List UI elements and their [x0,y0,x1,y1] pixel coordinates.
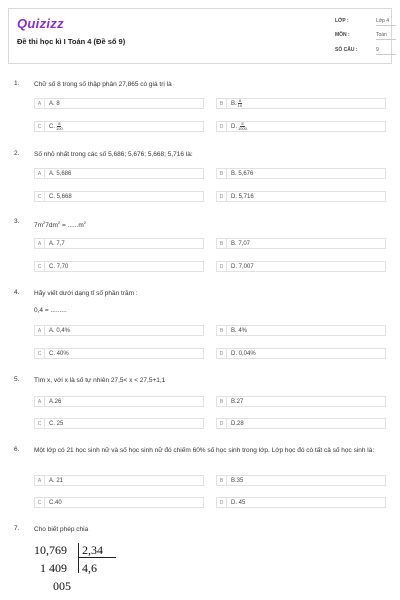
question-number: 3. [14,218,20,225]
option-text: A. 8 [49,100,60,107]
option-letter: B [217,239,227,248]
option-c[interactable] [34,348,204,359]
fraction-denominator: 100 [56,126,63,131]
final-remainder: 005 [53,579,71,593]
option-c[interactable] [34,261,204,272]
option-text: A. 5,686 [49,170,72,177]
text-part: 7dm [45,222,58,230]
option-text: C. 40% [49,350,69,357]
question-text: Chữ số 8 trong số thập phân 27,865 có giá trị là [34,81,172,88]
option-a[interactable] [34,168,204,179]
option-text: A. 0,4% [49,327,71,334]
option-letter: C [35,262,45,271]
option-b[interactable] [216,325,386,336]
question-number: 4. [14,289,20,296]
option-a[interactable] [34,98,204,109]
worksheet-header [8,8,392,64]
question-number: 1. [14,80,20,87]
fraction-numerator: 8 [238,98,242,103]
option-a[interactable] [34,475,204,486]
division-horizontal-line [78,557,116,558]
option-b[interactable] [216,168,386,179]
option-letter: D [217,498,227,507]
subject-value: Toán [376,32,396,40]
option-text: D.28 [231,420,244,427]
option-letter: C [35,122,45,131]
option-letter: B [217,326,227,335]
divisor: 2,34 [82,543,103,557]
option-letter: C [35,498,45,507]
option-letter: B [217,169,227,178]
option-b[interactable] [216,98,386,109]
option-letter: A [35,169,45,178]
option-d[interactable] [216,121,386,132]
text-part: = ......m [60,222,84,230]
option-a[interactable] [34,238,204,249]
question-text: Cho biết phép chia [34,526,89,533]
dividend: 10,769 [34,543,67,557]
partial-remainder: 1 409 [40,561,67,575]
option-text: C. [49,123,55,130]
superscript: 2 [43,220,46,225]
long-division [34,542,124,598]
option-letter: D [217,262,227,271]
fraction-numerator: 8 [58,121,61,126]
option-d[interactable] [216,497,386,508]
fraction [238,99,242,108]
question-text: Tìm x, với x là số tự nhiên 27,5< x < 27,5+1,1 [34,377,166,384]
superscript: 2 [57,220,61,225]
option-text: B. 7,07 [231,240,251,247]
option-text: B.35 [231,477,244,484]
option-d[interactable] [216,261,386,272]
option-text: C. 7,70 [49,263,69,270]
option-letter: D [217,192,227,201]
quotient: 4,6 [82,561,97,575]
option-text: D. 45 [231,499,246,506]
option-letter: B [217,397,227,406]
option-letter: A [35,326,45,335]
subject-label: MÔN : [335,32,350,38]
option-a[interactable] [34,396,204,407]
option-d[interactable] [216,348,386,359]
question-text: Một lớp có 21 học sinh nữ và số học sinh nữ đó chiếm 60% số học sinh trong lớp. Lớp học đó có tất cả số học sinh là: [34,447,375,454]
class-label: LỚP : [335,18,349,24]
quizizz-logo: Quizizz [17,16,64,31]
question-text: Hãy viết dưới dạng tỉ số phần trăm : [34,290,138,297]
option-text: B. 4% [231,327,248,334]
question-number: 5. [14,376,20,383]
text-part: 7m [34,222,44,230]
option-letter: A [35,397,45,406]
option-d[interactable] [216,191,386,202]
option-text: C. 5,668 [49,193,72,200]
option-letter: A [35,476,45,485]
option-text: A. 21 [49,477,64,484]
option-text: A.26 [49,398,62,405]
fraction-denominator: 10 [237,103,243,108]
count-value: 9 [376,47,396,55]
option-c[interactable] [34,121,204,132]
option-letter: C [35,192,45,201]
option-letter: D [217,419,227,428]
question-number: 2. [14,150,20,157]
superscript: 2 [83,220,87,225]
option-letter: C [35,349,45,358]
fraction-numerator: 8 [241,121,244,126]
option-letter: A [35,99,45,108]
option-text: D. 5,716 [231,193,254,200]
question-text [34,218,384,230]
option-c[interactable] [34,497,204,508]
question-text: Số nhỏ nhất trong các số 5,686; 5,676; 5,668; 5,716 là: [34,151,193,158]
option-text: D. [231,123,237,130]
option-text: C. 25 [49,420,64,427]
question-number: 7. [14,525,20,532]
option-letter: B [217,99,227,108]
option-b[interactable] [216,238,386,249]
fraction [238,122,247,131]
option-b[interactable] [216,475,386,486]
option-letter: D [217,349,227,358]
option-b[interactable] [216,396,386,407]
option-text: A. 7,7 [49,240,65,247]
count-label: SỐ CÂU : [335,47,358,53]
option-text: B.27 [231,398,244,405]
option-letter: B [217,476,227,485]
option-c[interactable] [34,191,204,202]
question-subtext: 0,4 = ......... [34,307,67,314]
class-value: Lớp 4 [376,18,396,26]
division-vertical-line [78,543,79,573]
fraction [56,122,63,131]
option-text: D. 0,04% [231,350,256,357]
fraction-denominator: 1000 [238,126,247,131]
question-number: 6. [14,446,20,453]
option-letter: D [217,122,227,131]
option-text: B. 5,676 [231,170,254,177]
option-letter: A [35,239,45,248]
option-text: D. 7,007 [231,263,254,270]
option-text: C.40 [49,499,62,506]
exam-title: Đề thi học kì I Toán 4 (Đề số 9) [17,37,126,46]
option-d[interactable] [216,418,386,429]
option-a[interactable] [34,325,204,336]
option-letter: C [35,419,45,428]
option-text: B. [231,100,237,107]
option-c[interactable] [34,418,204,429]
